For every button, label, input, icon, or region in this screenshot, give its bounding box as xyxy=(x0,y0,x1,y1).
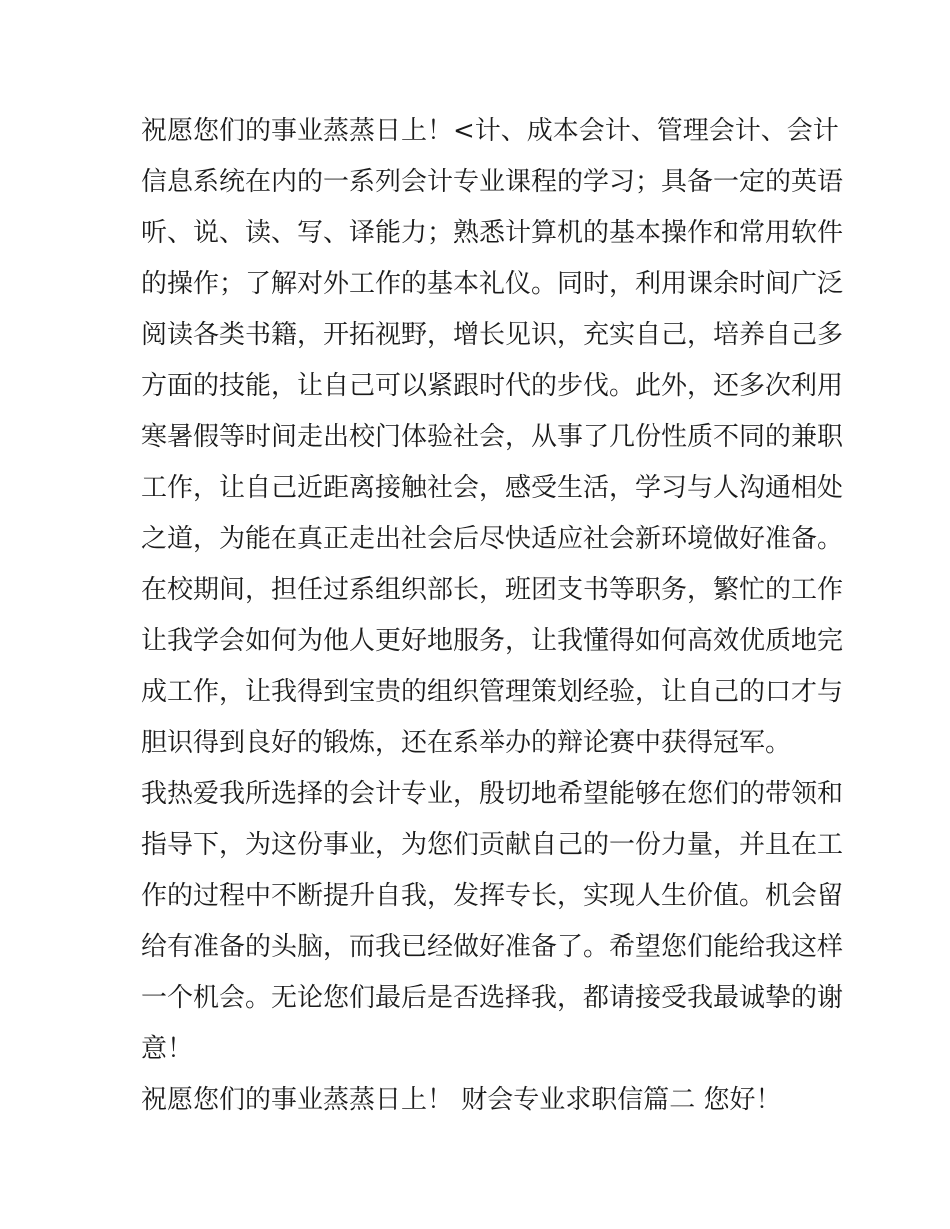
text-line: 胆识得到良好的锻炼，还在系举办的辩论赛中获得冠军。 xyxy=(141,728,792,758)
text-line: 工作，让自己近距离接触社会，感受生活，学习与人沟通相处 xyxy=(141,473,844,503)
text-line: 作的过程中不断提升自我，发挥专长，实现人生价值。机会留 xyxy=(141,881,844,911)
text-line: 让我学会如何为他人更好地服务，让我懂得如何高效优质地完 xyxy=(141,626,844,656)
text-line: 的操作；了解对外工作的基本礼仪。同时，利用课余时间广泛 xyxy=(141,269,844,299)
text-line: 信息系统在内的一系列会计专业课程的学习；具备一定的英语 xyxy=(141,167,844,197)
text-line: 给有准备的头脑，而我已经做好准备了。希望您们能给我这样 xyxy=(141,932,844,962)
text-line: 在校期间，担任过系组织部长，班团支书等职务，繁忙的工作 xyxy=(141,575,844,605)
text-line: 指导下，为这份事业，为您们贡献自己的一份力量，并且在工 xyxy=(141,830,844,860)
letter-body xyxy=(141,106,844,1126)
text-line: 一个机会。无论您们最后是否选择我，都请接受我最诚挚的谢 xyxy=(141,983,844,1013)
text-line: 寒暑假等时间走出校门体验社会，从事了几份性质不同的兼职 xyxy=(141,422,844,452)
text-line: 意！ xyxy=(141,1034,194,1064)
text-line: 成工作，让我得到宝贵的组织管理策划经验，让自己的口才与 xyxy=(141,677,844,707)
text-line: 祝愿您们的事业蒸蒸日上！ 财会专业求职信篇二 您好！ xyxy=(141,1085,782,1115)
text-line: 方面的技能，让自己可以紧跟时代的步伐。此外，还多次利用 xyxy=(141,371,844,401)
text-line: 之道，为能在真正走出社会后尽快适应社会新环境做好准备。 xyxy=(141,524,844,554)
text-line: 祝愿您们的事业蒸蒸日上！<计、成本会计、管理会计、会计 xyxy=(141,116,839,146)
text-line: 我热爱我所选择的会计专业，殷切地希望能够在您们的带领和 xyxy=(141,779,844,809)
text-line: 阅读各类书籍，开拓视野，增长见识，充实自己，培养自己多 xyxy=(141,320,844,350)
text-line: 听、说、读、写、译能力；熟悉计算机的基本操作和常用软件 xyxy=(141,218,844,248)
